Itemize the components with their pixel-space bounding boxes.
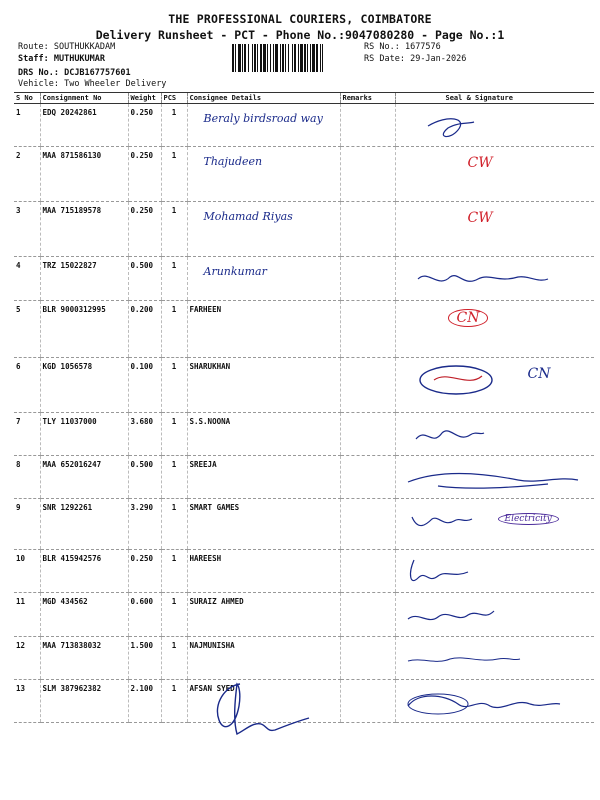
table-row bbox=[14, 499, 594, 550]
signature-cell bbox=[395, 455, 594, 498]
table-row bbox=[14, 412, 594, 455]
consignee-cell bbox=[187, 550, 340, 593]
signature-mark bbox=[398, 554, 593, 588]
route-label: Route: bbox=[18, 42, 49, 52]
signature-mark bbox=[398, 503, 593, 537]
remarks-cell bbox=[340, 202, 395, 257]
consignee-cell bbox=[187, 455, 340, 498]
weight-cell: 0.250 bbox=[128, 104, 161, 147]
signature-mark bbox=[398, 684, 593, 718]
signature-cell bbox=[395, 357, 594, 412]
col-consignment: Consignment No bbox=[40, 93, 128, 104]
consignment-cell: TLY 11037000 bbox=[40, 412, 128, 455]
remarks-cell bbox=[340, 499, 395, 550]
route-line bbox=[18, 42, 115, 52]
route-value: SOUTHUKKADAM bbox=[53, 42, 116, 52]
consignee-name: AFSAN SYED bbox=[189, 684, 235, 694]
remarks-cell bbox=[340, 104, 395, 147]
staff-value: MUTHUKUMAR bbox=[53, 54, 106, 64]
sno-cell: 6 bbox=[14, 357, 40, 412]
weight-cell: 0.200 bbox=[128, 300, 161, 357]
signature-cell bbox=[395, 499, 594, 550]
sno-cell: 2 bbox=[14, 147, 40, 202]
remarks-cell bbox=[340, 412, 395, 455]
pcs-cell: 1 bbox=[161, 636, 187, 679]
remarks-cell bbox=[340, 550, 395, 593]
sno-cell: 8 bbox=[14, 455, 40, 498]
signature-text: CN bbox=[448, 309, 489, 327]
pcs-cell: 1 bbox=[161, 593, 187, 636]
table-row bbox=[14, 147, 594, 202]
consignee-name: FARHEEN bbox=[189, 304, 222, 314]
consignment-cell: MGD 434562 bbox=[40, 593, 128, 636]
consignee-cell bbox=[187, 357, 340, 412]
signature-text: Electricity bbox=[498, 513, 559, 525]
consignee-name: SMART GAMES bbox=[189, 503, 240, 513]
weight-cell: 3.290 bbox=[128, 499, 161, 550]
signature-mark bbox=[398, 151, 593, 185]
signature-cell bbox=[395, 257, 594, 300]
company-title: THE PROFESSIONAL COURIERS, COIMBATORE bbox=[168, 12, 432, 26]
pcs-cell: 1 bbox=[161, 499, 187, 550]
staff-line bbox=[18, 54, 105, 64]
consignment-cell: BLR 415942576 bbox=[40, 550, 128, 593]
col-signature: Seal & Signature bbox=[395, 93, 594, 104]
signature-cell bbox=[395, 202, 594, 257]
weight-cell: 3.680 bbox=[128, 412, 161, 455]
staff-signature bbox=[205, 676, 315, 746]
weight-cell: 0.250 bbox=[128, 147, 161, 202]
consignee-cell bbox=[187, 202, 340, 257]
signature-mark bbox=[398, 362, 593, 396]
pcs-cell: 1 bbox=[161, 550, 187, 593]
consignee-cell bbox=[187, 412, 340, 455]
sno-cell: 11 bbox=[14, 593, 40, 636]
col-weight: Weight bbox=[128, 93, 161, 104]
consignment-cell: SLM 387962382 bbox=[40, 680, 128, 723]
col-sno: S No bbox=[14, 93, 40, 104]
consignee-cell bbox=[187, 499, 340, 550]
remarks-cell bbox=[340, 147, 395, 202]
signature-cell bbox=[395, 636, 594, 679]
signature-mark bbox=[398, 305, 593, 339]
weight-cell: 0.500 bbox=[128, 455, 161, 498]
remarks-cell bbox=[340, 300, 395, 357]
vehicle-label: Vehicle: bbox=[18, 79, 59, 89]
sno-cell: 12 bbox=[14, 636, 40, 679]
consignee-name: SURAIZ AHMED bbox=[189, 597, 244, 607]
signature-mark bbox=[398, 641, 593, 675]
signature-mark bbox=[398, 261, 593, 295]
weight-cell: 1.500 bbox=[128, 636, 161, 679]
signature-text: CN bbox=[527, 365, 551, 382]
pcs-cell: 1 bbox=[161, 455, 187, 498]
col-consignee: Consignee Details bbox=[187, 93, 340, 104]
signature-cell bbox=[395, 104, 594, 147]
signature-mark bbox=[398, 597, 593, 631]
sno-cell: 9 bbox=[14, 499, 40, 550]
sno-cell: 1 bbox=[14, 104, 40, 147]
pcs-cell: 1 bbox=[161, 357, 187, 412]
table-row bbox=[14, 257, 594, 300]
consignee-name: HAREESH bbox=[189, 554, 222, 564]
runsheet-table bbox=[14, 92, 594, 723]
table-row bbox=[14, 357, 594, 412]
consignee-name: SHARUKHAN bbox=[189, 361, 231, 371]
drs-value: DCJB167757601 bbox=[64, 68, 131, 78]
table-row bbox=[14, 202, 594, 257]
consignee-cell bbox=[187, 257, 340, 300]
sno-cell: 13 bbox=[14, 680, 40, 723]
consignment-cell: MAA 713838032 bbox=[40, 636, 128, 679]
signature-cell bbox=[395, 147, 594, 202]
drs-line bbox=[18, 68, 131, 78]
consignment-cell: TRZ 15022827 bbox=[40, 257, 128, 300]
remarks-cell bbox=[340, 680, 395, 723]
vehicle-line bbox=[18, 79, 166, 89]
weight-cell: 0.250 bbox=[128, 550, 161, 593]
consignee-cell bbox=[187, 104, 340, 147]
consignee-cell bbox=[187, 593, 340, 636]
rs-no-label: RS No.: bbox=[364, 42, 400, 52]
pcs-cell: 1 bbox=[161, 147, 187, 202]
table-row bbox=[14, 455, 594, 498]
drs-label: DRS No.: bbox=[18, 68, 59, 78]
pcs-cell: 1 bbox=[161, 300, 187, 357]
weight-cell: 0.250 bbox=[128, 202, 161, 257]
table-header-row bbox=[14, 93, 594, 104]
rs-date-line bbox=[364, 54, 466, 64]
signature-cell bbox=[395, 680, 594, 723]
consignment-cell: MAA 715189578 bbox=[40, 202, 128, 257]
handwritten-consignee: Beraly birdsroad way bbox=[203, 112, 323, 125]
barcode bbox=[232, 44, 359, 72]
table-row bbox=[14, 593, 594, 636]
consignee-cell bbox=[187, 147, 340, 202]
sno-cell: 3 bbox=[14, 202, 40, 257]
signature-text: CW bbox=[467, 210, 493, 227]
table-row bbox=[14, 636, 594, 679]
weight-cell: 0.500 bbox=[128, 257, 161, 300]
signature-text: CW bbox=[467, 155, 493, 172]
remarks-cell bbox=[340, 455, 395, 498]
consignment-cell: MAA 871586130 bbox=[40, 147, 128, 202]
handwritten-consignee: Arunkumar bbox=[203, 265, 267, 279]
pcs-cell: 1 bbox=[161, 412, 187, 455]
remarks-cell bbox=[340, 636, 395, 679]
consignee-cell bbox=[187, 300, 340, 357]
pcs-cell: 1 bbox=[161, 202, 187, 257]
consignment-cell: EDQ 20242861 bbox=[40, 104, 128, 147]
signature-mark bbox=[398, 417, 593, 451]
staff-label: Staff: bbox=[18, 54, 49, 64]
pcs-cell: 1 bbox=[161, 104, 187, 147]
weight-cell: 0.100 bbox=[128, 357, 161, 412]
weight-cell: 0.600 bbox=[128, 593, 161, 636]
table-row bbox=[14, 550, 594, 593]
rs-no-line bbox=[364, 42, 441, 52]
pcs-cell: 1 bbox=[161, 257, 187, 300]
pcs-cell: 1 bbox=[161, 680, 187, 723]
table-row bbox=[14, 104, 594, 147]
remarks-cell bbox=[340, 357, 395, 412]
signature-mark bbox=[398, 206, 593, 240]
consignee-name: NAJMUNISHA bbox=[189, 640, 235, 650]
rs-date-value: 29-Jan-2026 bbox=[410, 54, 467, 64]
consignment-cell: KGD 1056578 bbox=[40, 357, 128, 412]
sno-cell: 4 bbox=[14, 257, 40, 300]
sno-cell: 7 bbox=[14, 412, 40, 455]
signature-cell bbox=[395, 412, 594, 455]
sno-cell: 10 bbox=[14, 550, 40, 593]
signature-mark bbox=[398, 108, 593, 142]
consignee-name: S.S.NOONA bbox=[189, 416, 231, 426]
runsheet-title: Delivery Runsheet - PCT - Phone No.:9047080280 - Page No.:1 bbox=[95, 28, 505, 42]
col-pcs: PCS bbox=[161, 93, 187, 104]
consignment-cell: SNR 1292261 bbox=[40, 499, 128, 550]
signature-cell bbox=[395, 593, 594, 636]
consignment-cell: BLR 9000312995 bbox=[40, 300, 128, 357]
consignee-name: SREEJA bbox=[189, 459, 217, 469]
col-remarks: Remarks bbox=[340, 93, 395, 104]
handwritten-consignee: Thajudeen bbox=[203, 155, 263, 169]
consignment-cell: MAA 652016247 bbox=[40, 455, 128, 498]
vehicle-value: Two Wheeler Delivery bbox=[64, 79, 167, 89]
consignee-cell bbox=[187, 636, 340, 679]
signature-mark bbox=[398, 460, 593, 494]
signature-cell bbox=[395, 550, 594, 593]
signature-cell bbox=[395, 300, 594, 357]
remarks-cell bbox=[340, 593, 395, 636]
sno-cell: 5 bbox=[14, 300, 40, 357]
remarks-cell bbox=[340, 257, 395, 300]
rs-no-value: 1677576 bbox=[404, 42, 441, 52]
weight-cell: 2.100 bbox=[128, 680, 161, 723]
table-row bbox=[14, 300, 594, 357]
handwritten-consignee: Mohamad Riyas bbox=[203, 210, 293, 224]
rs-date-label: RS Date: bbox=[364, 54, 405, 64]
